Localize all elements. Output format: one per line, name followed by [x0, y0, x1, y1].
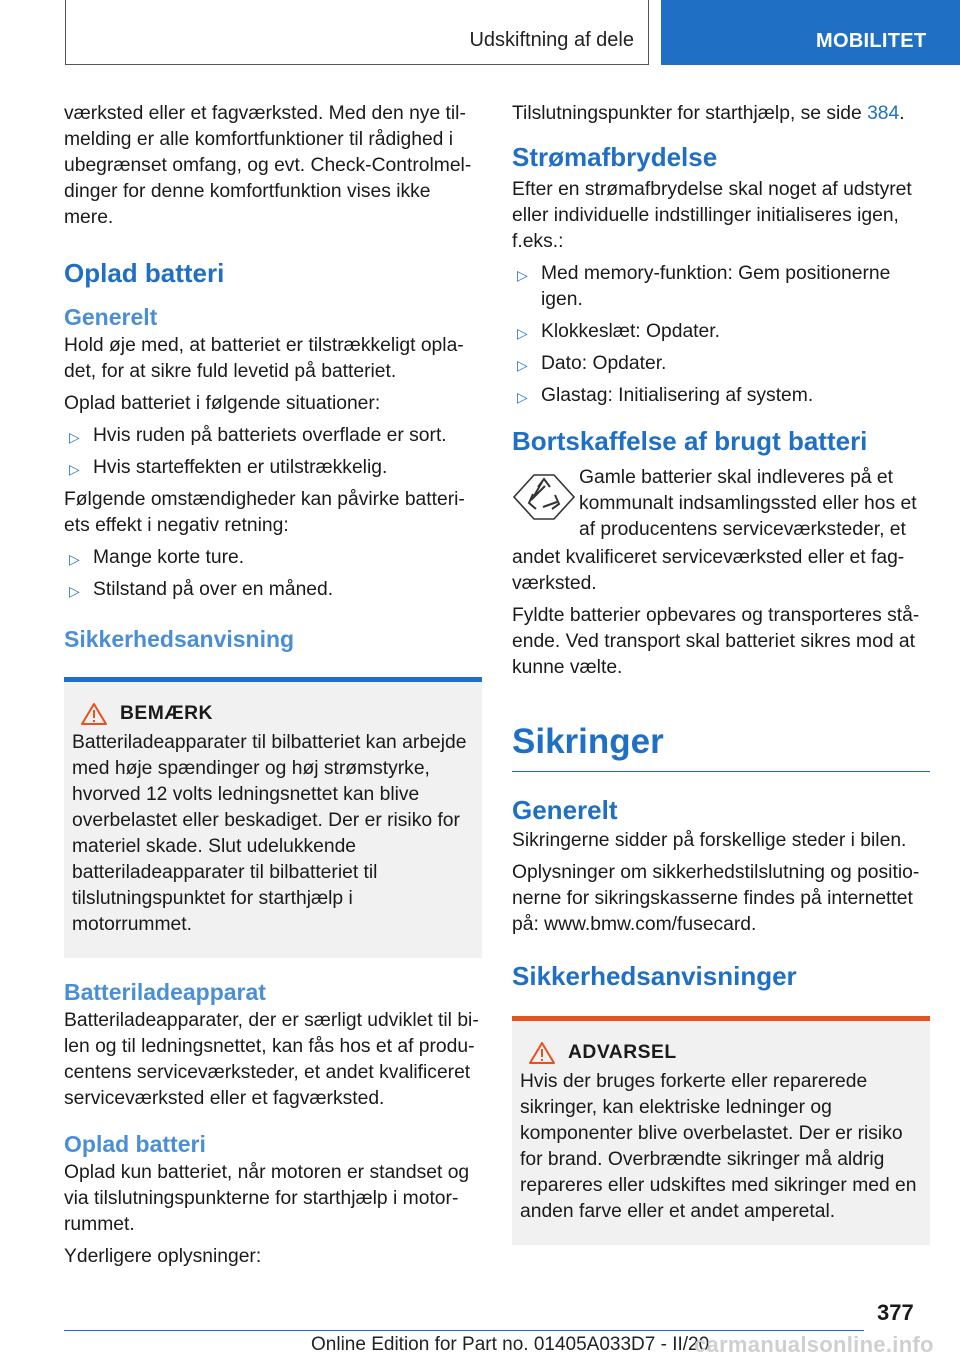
- header-section-title: Udskiftning af dele: [469, 29, 634, 51]
- heading-batteriladeapparat: Batteriladeapparat: [64, 979, 266, 1005]
- notice-header: [72, 702, 474, 726]
- paragraph: Hold øje med, at batteriet er tilstrækkeligt opladet, for at sikre fuld levetid på batteriet.: [64, 335, 464, 382]
- triangle-bullet-icon: ▷: [517, 325, 528, 341]
- bullet-list: [512, 261, 930, 409]
- paragraph: Batteriladeapparater, der er særligt udviklet til bilen og til ledningsnettet, kan fås hos et af producentens serviceværksteder, et andet kvalificeret serviceværksted eller et fagværksted.: [64, 1010, 479, 1109]
- heading-bortskaffelse: Bortskaffelse af brugt batteri: [512, 426, 868, 456]
- heading-sikringer: Sikringer: [512, 721, 930, 772]
- triangle-bullet-icon: ▷: [517, 389, 528, 405]
- reference-paragraph: Tilslutningspunkter for starthjælp, se side 384.: [512, 103, 905, 124]
- paragraph: Følgende omstændigheder kan påvirke batteriets effekt i negativ retning:: [64, 489, 465, 536]
- intro-paragraph: værksted eller et fagværksted. Med den nye tilmelding er alle komfortfunktioner til rådighed i ubegrænset omfang, og evt. Check-Controlmeldinger for denne komfortfunktion vises ikke mere.: [64, 103, 472, 228]
- page-link[interactable]: 384: [867, 103, 900, 124]
- paragraph: andet kvalificeret serviceværksted eller et fagværksted.: [512, 547, 905, 594]
- paragraph: Oplad batteriet i følgende situationer:: [64, 393, 381, 414]
- paragraph: Fyldte batterier opbevares og transporteres stående. Ved transport skal batteriet sikres mod at kunne vælte.: [512, 605, 920, 678]
- list-item: ▷ Stilstand på over en måned.: [64, 577, 482, 603]
- list-item: ▷ Med memory-funktion: Gem positionerne igen.: [517, 263, 891, 310]
- triangle-bullet-icon: ▷: [69, 429, 80, 445]
- triangle-bullet-icon: ▷: [69, 551, 80, 567]
- heading-sikkerhedsanvisning: Sikkerhedsanvisning: [64, 626, 295, 652]
- heading-oplad-batteri: Oplad batteri: [64, 258, 225, 288]
- recycle-icon: [512, 469, 576, 525]
- triangle-bullet-icon: ▷: [517, 267, 528, 283]
- warning-title: ADVARSEL: [568, 1042, 677, 1063]
- warning-box: [512, 1016, 930, 1245]
- heading-generelt-2: Generelt: [512, 795, 618, 825]
- footer-edition: Online Edition for Part no. 01405A033D7 - II/20: [311, 1334, 710, 1355]
- recycle-text: Gamle batterier skal indleveres på et kommunalt indsamlingssted eller hos et af producentens serviceværksteder, et: [579, 467, 917, 540]
- warning-text: Hvis der bruges forkerte eller reparerede sikringer, kan elektriske ledninger og komponenter blive overbelastet. Der er risiko for brand. Overbrændte sikringer må aldrig repareres eller udskiftes med sikringer med en anden farve eller et andet amperetal.: [520, 1071, 917, 1222]
- notice-text: Batteriladeapparater til bilbatteriet kan arbejde med høje spændinger og høj strømstyrke, hvorved 12 volts ledningsnettet kan blive overbelastet eller beskadiget. Der er risiko for materiel skade. Slut udelukkende batteriladeapparater til bilbatteriet til tilslutningspunktet for starthjælp i motorrummet.: [72, 732, 467, 935]
- list-item: ▷ Glastag: Initialisering af system.: [512, 383, 930, 409]
- paragraph: Oplysninger om sikkerhedstilslutning og positionerne for sikringskasserne findes på internettet på: www.bmw.com/fusecard.: [512, 862, 920, 935]
- header-chapter-tab: [661, 0, 960, 65]
- recycle-block: [512, 465, 930, 543]
- warning-triangle-icon: [80, 702, 108, 726]
- page-number: 377: [877, 1300, 914, 1325]
- left-column: [64, 101, 482, 1276]
- notice-title: BEMÆRK: [120, 703, 213, 724]
- notice-box: [64, 677, 482, 958]
- heading-sikkerhedsanvisninger: Sikkerhedsanvisninger: [512, 961, 797, 991]
- header-chapter-title: MOBILITET: [816, 30, 927, 52]
- list-item: ▷ Hvis starteffekten er utilstrækkelig.: [64, 455, 482, 481]
- heading-oplad-batteri-2: Oplad batteri: [64, 1131, 206, 1157]
- triangle-bullet-icon: ▷: [69, 583, 80, 599]
- list-item: ▷ Mange korte ture.: [64, 545, 482, 571]
- warning-triangle-icon: [528, 1041, 556, 1065]
- paragraph: Oplad kun batteriet, når motoren er standset og via tilslutningspunkterne for starthjælp i motorrummet.: [64, 1162, 470, 1235]
- list-item: ▷ Klokkeslæt: Opdater.: [512, 319, 930, 345]
- list-item: ▷ Hvis ruden på batteriets overflade er sort.: [64, 423, 482, 449]
- paragraph: Yderligere oplysninger:: [64, 1246, 262, 1267]
- header-section-box: [65, 0, 649, 65]
- triangle-bullet-icon: ▷: [517, 357, 528, 373]
- paragraph: Efter en strømafbrydelse skal noget af udstyret eller individuelle indstillinger initialiseres igen, f.eks.:: [512, 179, 912, 252]
- footer-watermark: carmanualsonline.info: [694, 1332, 934, 1357]
- footer-divider: [64, 1330, 864, 1331]
- paragraph: Sikringerne sidder på forskellige steder i bilen.: [512, 830, 907, 851]
- triangle-bullet-icon: ▷: [69, 461, 80, 477]
- bullet-list: [64, 423, 482, 481]
- list-item: ▷ Dato: Opdater.: [512, 351, 930, 377]
- heading-stromafbrydelse: Strømafbrydelse: [512, 142, 718, 172]
- heading-generelt: Generelt: [64, 304, 158, 330]
- warning-header: [520, 1041, 922, 1065]
- bullet-list: [64, 545, 482, 603]
- right-column: [512, 101, 930, 1261]
